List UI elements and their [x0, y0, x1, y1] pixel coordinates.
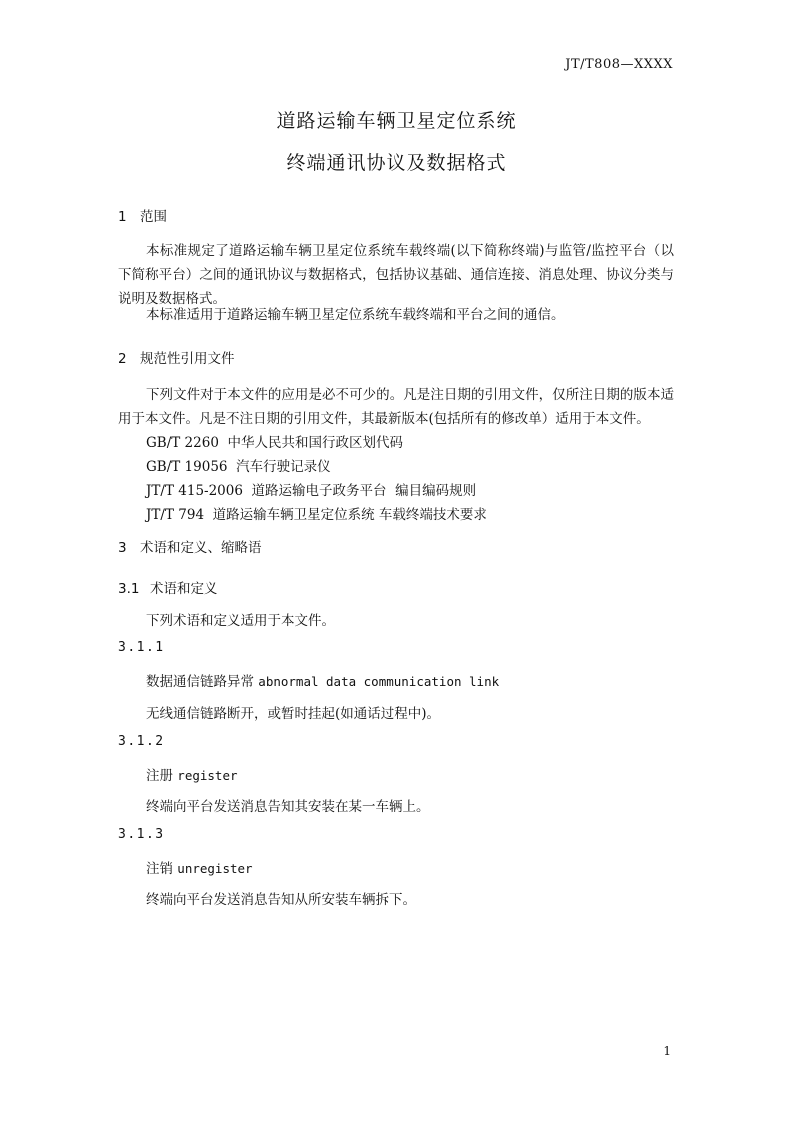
- section-number: 3: [118, 540, 127, 556]
- term-english: register: [177, 768, 238, 783]
- section-2-paragraph: 下列文件对于本文件的应用是必不可少的。凡是注日期的引用文件，仅所注日期的版本适用于本文件。凡是不注日期的引用文件，其最新版本(包括所有的修改单）适用于本文件。: [118, 387, 674, 427]
- term-chinese: 注册: [146, 768, 173, 784]
- term-definition: 终端向平台发送消息告知从所安装车辆拆下。: [146, 892, 416, 908]
- section-number: 2: [118, 351, 127, 367]
- section-1-paragraph-1: 本标准规定了道路运输车辆卫星定位系统车载终端(以下简称终端)与监管/监控平台（以下简称平台）之间的通讯协议与数据格式，包括协议基础、通信连接、消息处理、协议分类与说明及数据格式。: [118, 243, 674, 307]
- page-number: 1: [663, 1044, 671, 1058]
- section-title: 规范性引用文件: [140, 351, 235, 367]
- document-code: JT/T808—XXXX: [565, 57, 673, 72]
- section-number: 1: [118, 209, 127, 225]
- term-number: 3.1.2: [118, 734, 165, 749]
- term-chinese: 数据通信链路异常: [146, 674, 254, 690]
- term-title: [146, 764, 238, 784]
- term-number: 3.1.3: [118, 827, 165, 842]
- term-english: unregister: [177, 861, 253, 876]
- term-english: abnormal data communication link: [258, 674, 500, 689]
- reference-item: GB/T 19056 汽车行驶记录仪: [146, 459, 331, 475]
- term-definition: 无线通信链路断开，或暂时挂起(如通话过程中)。: [146, 706, 441, 722]
- title-line-2: 终端通讯协议及数据格式: [286, 152, 507, 174]
- reference-item: GB/T 2260 中华人民共和国行政区划代码: [146, 435, 403, 451]
- subsection-number: 3.1: [118, 581, 140, 597]
- term-number: 3.1.1: [118, 640, 165, 655]
- subsection-3-1-heading: [118, 577, 218, 597]
- section-title: 范围: [140, 209, 167, 225]
- reference-item: JT/T 794 道路运输车辆卫星定位系统 车载终端技术要求: [146, 507, 487, 523]
- subsection-title: 术语和定义: [150, 581, 218, 597]
- title-line-1: 道路运输车辆卫星定位系统: [276, 110, 517, 132]
- term-chinese: 注销: [146, 861, 173, 877]
- term-definition: 终端向平台发送消息告知其安装在某一车辆上。: [146, 799, 430, 815]
- reference-item: JT/T 415-2006 道路运输电子政务平台 编目编码规则: [146, 483, 477, 499]
- section-3-heading: [118, 536, 262, 556]
- section-title: 术语和定义、缩略语: [140, 540, 262, 556]
- term-title: [146, 670, 499, 690]
- subsection-intro: 下列术语和定义适用于本文件。: [146, 613, 335, 629]
- term-title: [146, 857, 253, 877]
- section-1-heading: [118, 205, 167, 225]
- section-2-heading: [118, 347, 235, 367]
- section-1-paragraph-2: 本标准适用于道路运输车辆卫星定位系统车载终端和平台之间的通信。: [146, 307, 565, 323]
